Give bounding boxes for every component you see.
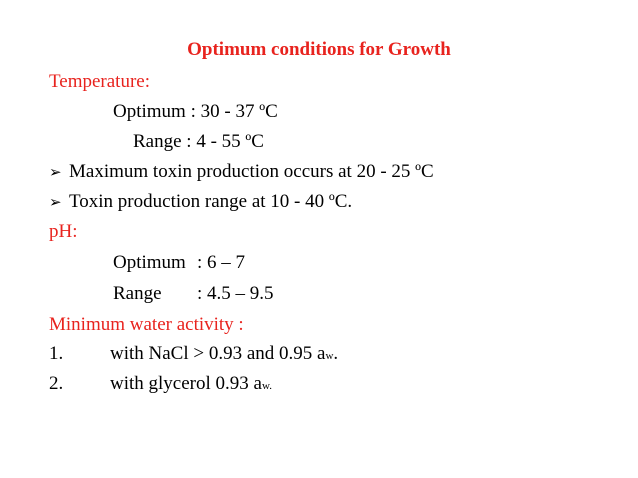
list-text: with glycerol 0.93 a [110, 373, 262, 394]
list-number: 1. [49, 343, 64, 364]
ph-range-value: : 4.5 – 9.5 [197, 283, 274, 304]
ph-heading: pH: [49, 221, 78, 242]
bullet-item [49, 160, 434, 184]
list-text: with NaCl > 0.93 and 0.95 a [110, 343, 326, 364]
temperature-heading: Temperature: [49, 71, 151, 92]
list-subscript: w [325, 350, 334, 362]
bullet-item [49, 190, 352, 214]
arrow-bullet-icon: ➢ [49, 193, 62, 211]
temperature-optimum: Optimum : 30 - 37 ºC [113, 101, 278, 122]
water-activity-heading: Minimum water activity : [49, 314, 244, 335]
ph-optimum-value: : 6 – 7 [197, 252, 246, 273]
list-suffix: . [333, 343, 339, 364]
bullet-text: Maximum toxin production occurs at 20 - 25 ºC [69, 161, 434, 182]
ph-range-label: Range [113, 283, 162, 304]
arrow-bullet-icon: ➢ [49, 163, 62, 181]
temperature-range: Range : 4 - 55 ºC [133, 131, 264, 152]
slide-title: Optimum conditions for Growth [187, 39, 451, 60]
list-item [49, 372, 272, 398]
ph-optimum-label: Optimum [113, 252, 186, 273]
list-item [49, 342, 338, 368]
list-subscript: w. [261, 380, 272, 392]
bullet-text: Toxin production range at 10 - 40 ºC. [69, 191, 353, 212]
list-number: 2. [49, 373, 64, 394]
